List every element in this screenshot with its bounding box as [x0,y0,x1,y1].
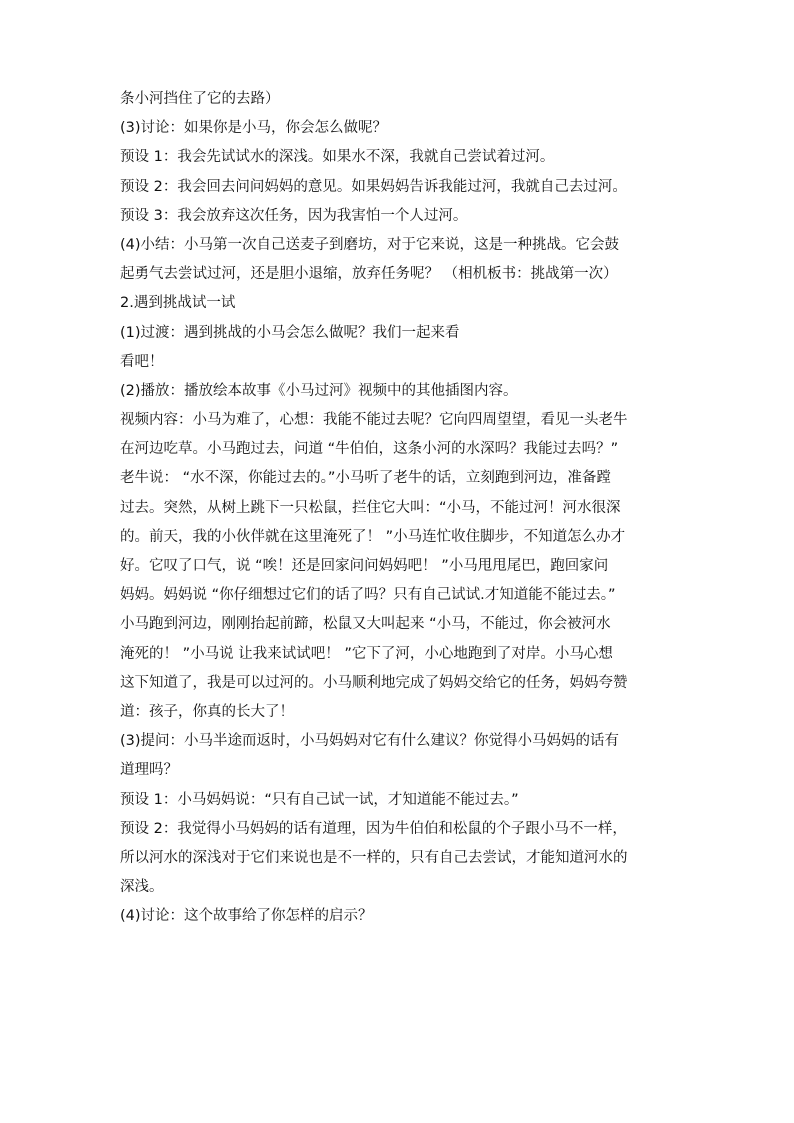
text-line: (4)小结：小马第一次自己送麦子到磨坊，对于它来说，这是一种挑战。它会鼓 [120,236,620,253]
text-line: 淹死的！ ”小马说 让我来试试吧！ ”它下了河，小心地跑到了对岸。小马心想 [120,645,613,662]
text-line: 视频内容：小马为难了，心想：我能不能过去呢？它向四周望望，看见一头老牛 [120,412,628,429]
text-line: 在河边吃草。小马跑过去，问道 “牛伯伯，这条小河的水深吗？我能过去吗？” [120,441,619,458]
text-line: 条小河挡住了它的去路） [120,91,280,107]
text-line: 预设 3：我会放弃这次任务，因为我害怕一个人过河。 [120,207,468,224]
text-line: 道理吗？ [120,762,178,779]
text-line: 起勇气去尝试过河，还是胆小退缩，放弃任务呢？ （相机板书：挑战第一次） [120,266,618,283]
text-line: 预设 1：小马妈妈说：“只有自己试一试，才知道能不能过去。” [120,791,519,808]
text-line: 这下知道了，我是可以过河的。小马顺利地完成了妈妈交给它的任务，妈妈夸赞 [120,674,628,691]
text-line: 看吧！ [120,353,164,370]
text-line: 道：孩子，你真的长大了！ [120,703,294,720]
text-line: 深浅。 [120,879,164,896]
text-line: (1)过渡：遇到挑战的小马会怎么做呢？我们一起来看 [120,324,460,341]
text-line: (3)提问：小马半途而返时，小马妈妈对它有什么建议？你觉得小马妈妈的话有 [120,733,620,750]
text-line: 妈妈。妈妈说 “你仔细想过它们的话了吗？只有自己试试.才知道能不能过去。” [120,587,616,604]
text-line: 小马跑到河边，刚刚抬起前蹄，松鼠又大叫起来 “小马，不能过，你会被河水 [120,616,611,633]
section-heading: 2.遇到挑战试一试 [120,295,236,312]
text-line: (4)讨论：这个故事给了你怎样的启示？ [120,908,373,925]
text-line: 过去。突然，从树上跳下一只松鼠，拦住它大叫：“小马，不能过河！河水很深 [120,499,621,516]
text-line: 好。它叹了口气，说 “唉！还是回家问问妈妈吧！ ”小马甩甩尾巴，跑回家问 [120,558,609,574]
document-page [120,85,690,931]
text-line: (2)播放：播放绘本故事《小马过河》视频中的其他插图内容。 [120,382,518,399]
text-line: 预设 2：我觉得小马妈妈的话有道理，因为牛伯伯和松鼠的个子跟小马不一样， [120,820,627,837]
text-line: 预设 1：我会先试试水的深浅。如果水不深，我就自己尝试着过河。 [120,149,555,166]
text-line: 的。前天，我的小伙伴就在这里淹死了！ ”小马连忙收住脚步，不知道怎么办才 [120,528,626,545]
text-line: 所以河水的深浅对于它们来说也是不一样的，只有自己去尝试，才能知道河水的 [120,849,628,866]
text-line: (3)讨论：如果你是小马，你会怎么做呢？ [120,120,388,137]
text-line: 预设 2：我会回去问问妈妈的意见。如果妈妈告诉我能过河，我就自己去过河。 [120,178,627,195]
text-line: 老牛说： “水不深，你能过去的。”小马听了老牛的话，立刻跑到河边，准备蹚 [120,470,611,487]
